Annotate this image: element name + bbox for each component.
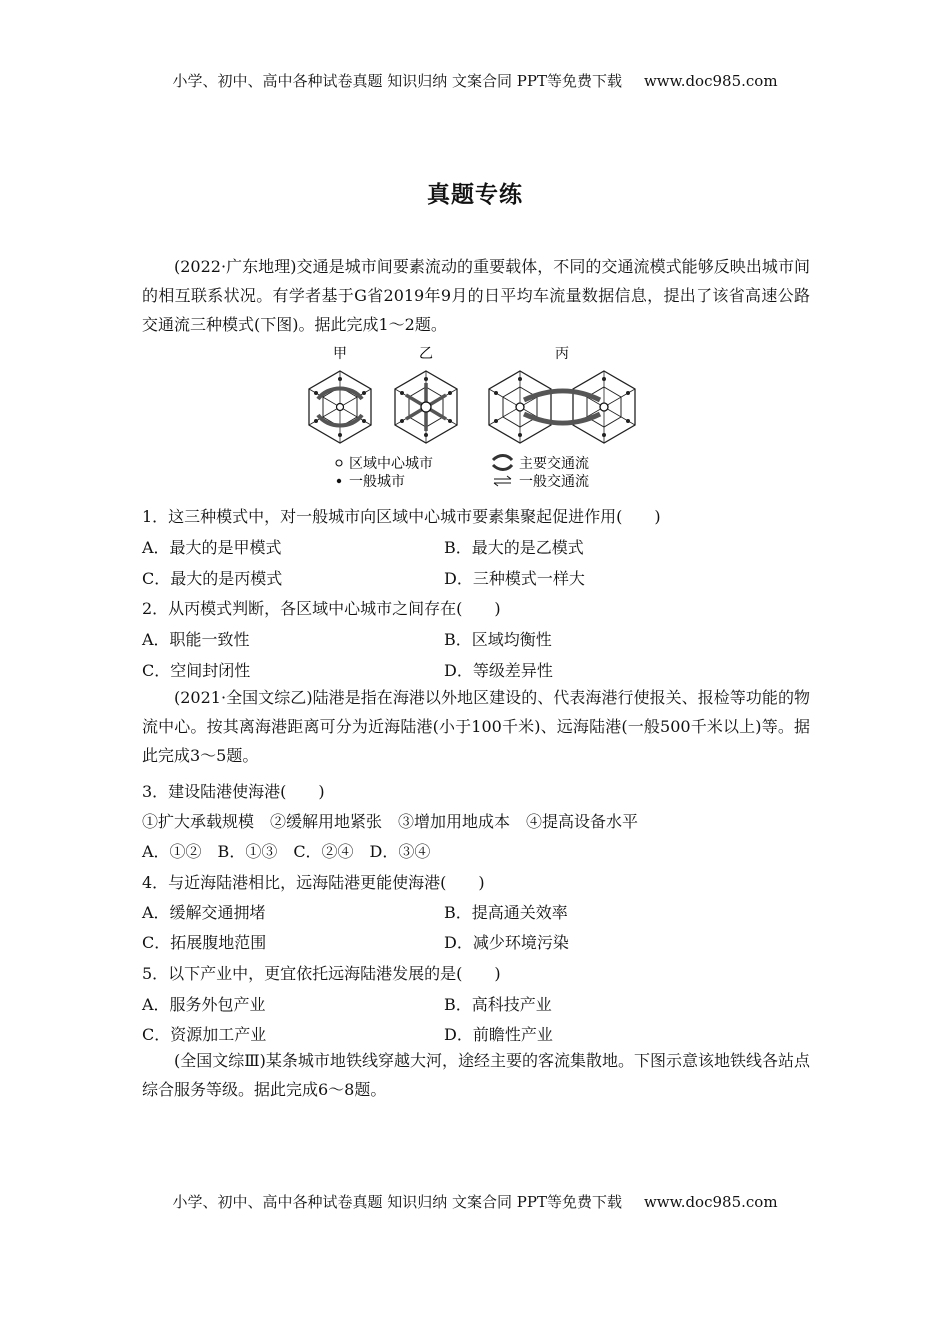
question-1-stem: 1．这三种模式中，对一般城市向区域中心城市要素集聚起促进作用( ): [142, 507, 661, 526]
question-2-option-b: B．区域均衡性: [444, 630, 552, 649]
question-5-option-b: B．高科技产业: [444, 995, 552, 1014]
figure-label-bing: 丙: [555, 346, 569, 362]
general-city-symbol: [337, 479, 341, 483]
pattern-jia-diagram: [309, 371, 371, 443]
pattern-bing-diagram: [489, 371, 635, 443]
traffic-flow-figure: [300, 344, 650, 494]
main-flow-symbol: [493, 456, 512, 470]
question-4-option-a: A．缓解交通拥堵: [142, 903, 266, 922]
legend-main-flow: 主要交通流: [519, 456, 589, 472]
question-1-option-b: B．最大的是乙模式: [444, 538, 584, 557]
header-text: 小学、初中、高中各种试卷真题 知识归纳 文案合同 PPT等免费下载: [172, 72, 622, 90]
question-2-option-c: C．空间封闭性: [142, 661, 251, 680]
question-3-stem: 3．建设陆港使海港( ): [142, 782, 325, 801]
figure-label-jia: 甲: [333, 346, 347, 362]
header-site: www.doc985.com: [643, 72, 778, 90]
question-5-option-d: D．前瞻性产业: [444, 1025, 553, 1044]
question-2-option-a: A．职能一致性: [142, 630, 250, 649]
question-5-option-a: A．服务外包产业: [142, 995, 266, 1014]
page-footer: [0, 1191, 950, 1212]
page-title: 真题专练: [427, 181, 523, 208]
legend-center-city: 区域中心城市: [349, 456, 433, 472]
intro-paragraph-2: (2021·全国文综乙)陆港是指在海港以外地区建设的、代表海港行使报关、报检等功能的物流中心。按其离海港距离可分为近海陆港(小于100千米)、远海陆港(一般500千米以上)等。据此完成3～5题。: [142, 688, 810, 765]
question-3-items: ①扩大承载规模 ②缓解用地紧张 ③增加用地成本 ④提高设备水平: [142, 812, 639, 831]
question-1-option-a: A．最大的是甲模式: [142, 538, 282, 557]
pattern-yi-diagram: [395, 371, 457, 443]
question-2-option-d: D．等级差异性: [444, 661, 553, 680]
question-3-options: A．①② B．①③ C．②④ D．③④: [142, 842, 431, 861]
question-5-stem: 5．以下产业中，更宜依托远海陆港发展的是( ): [142, 964, 501, 983]
legend-general-city: 一般城市: [349, 474, 405, 490]
question-5-option-c: C．资源加工产业: [142, 1025, 267, 1044]
legend-general-flow: 一般交通流: [519, 474, 589, 490]
question-4-option-b: B．提高通关效率: [444, 903, 568, 922]
figure-label-yi: 乙: [419, 346, 433, 362]
question-4-stem: 4．与近海陆港相比，远海陆港更能使海港( ): [142, 873, 485, 892]
general-flow-symbol: [494, 476, 511, 486]
center-city-symbol: [336, 460, 342, 466]
footer-site: www.doc985.com: [643, 1193, 778, 1211]
question-1-option-c: C．最大的是丙模式: [142, 569, 283, 588]
page-header: [0, 70, 950, 91]
question-4-option-c: C．拓展腹地范围: [142, 933, 267, 952]
intro-paragraph-3: (全国文综Ⅲ)某条城市地铁线穿越大河，途经主要的客流集散地。下图示意该地铁线各站点综合服务等级。据此完成6～8题。: [142, 1051, 810, 1099]
intro-paragraph-1: (2022·广东地理)交通是城市间要素流动的重要载体，不同的交通流模式能够反映出城市间的相互联系状况。有学者基于G省2019年9月的日平均车流量数据信息，提出了该省高速公路交通流三种模式(下图)。据此完成1～2题。: [142, 257, 810, 334]
question-4-option-d: D．减少环境污染: [444, 933, 569, 952]
question-2-stem: 2．从丙模式判断，各区域中心城市之间存在( ): [142, 599, 501, 618]
footer-text: 小学、初中、高中各种试卷真题 知识归纳 文案合同 PPT等免费下载: [172, 1193, 622, 1211]
question-1-option-d: D．三种模式一样大: [444, 569, 585, 588]
